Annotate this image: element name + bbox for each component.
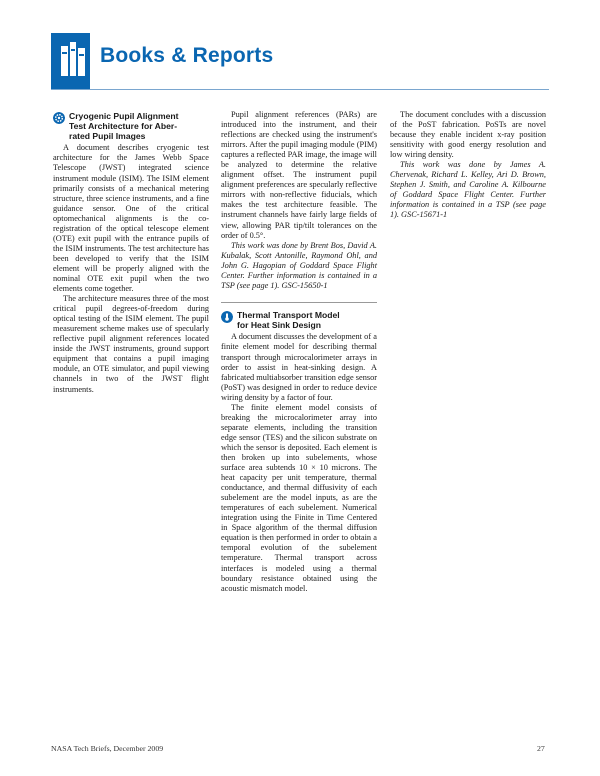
article-paragraph: The document concludes with a discussion of the PoST fabrication. PoSTs are novel because they enable incident x-ray position sensitivity with good energy resolution and low wiring density. [390,110,546,160]
books-icon [61,40,85,84]
article-title: Cryogenic Pupil Alignment Test Architecture for Aber- rated Pupil Images [53,112,209,141]
section-title: Books & Reports [100,44,274,67]
column-2 [221,110,377,594]
header-rule [51,89,549,90]
article-credit: This work was done by James A. Chervenak, Richard L. Kelley, Ari D. Brown, Stephen J. Smith, and Caroline A. Kilbourne of Goddard Space Flight Center. Further information is contained in a TSP (see page 1). GSC-15671-1 [390,160,546,220]
article-paragraph: A document describes cryogenic test architecture for the James Webb Space Telescope (JWST) integrated science instrument module (ISIM). The ISIM element primarily consists of a mechanical metering structure, three science instruments, and a fine guidance sensor. One of the critical optomechanical alignments is the co-registration of the optical telescope element (OTE) exit pupil with the entrance pupils of the ISIM instruments. The test architecture has been developed to verify that the ISIM element will be properly aligned with the nominal OTE exit pupil when the two elements come together. [53,143,209,294]
article-divider [221,302,377,303]
article-paragraph: A document discusses the development of a finite element model for describing thermal transport through microcalorimeter arrays in order to assist in heat-sinking design. A fabricated multiabsorber transition edge sensor (PoST) was designed in order to reduce device wiring density by a factor of four. [221,332,377,402]
thermometer-badge-icon [221,311,233,323]
footer-publication: NASA Tech Briefs, December 2009 [51,744,164,753]
column-1 [53,112,209,395]
article-title: Thermal Transport Model for Heat Sink Design [221,311,377,331]
article-paragraph: The architecture measures three of the most critical pupil degrees-of-freedom during optical testing of the ISIM element. The pupil measurement scheme makes use of specularly reflective pupil alignment references located inside the JWST instruments, ground support equipment that contains a pupil imaging module, an OTE simulator, and pupil viewing channels in two of the JWST flight instruments. [53,294,209,394]
article-paragraph: Pupil alignment references (PARs) are introduced into the instrument, and their reflections are checked using the instrument's mirrors. After the pupil imaging module (PIM) captures a reflected PAR image, the image will be analyzed to determine the relative alignment offset. The instrument pupil alignment preferences are specularly reflective mirrors with non-reflective fiducials, which makes the test architecture feasible. The instrument channels have fairly large fields of view, allowing PAR tip/tilt tolerances on the order of 0.5°. [221,110,377,240]
footer-page-number: 27 [537,744,545,753]
column-3 [390,110,546,221]
article-paragraph: The finite element model consists of breaking the microcalorimeter array into separate elements, including the transition edge sensor (TES) and the silicon substrate on which the sensor is deposited. Each element is then broken up into subelements, whose surface area subtends 10 × 10 microns. The heat capacity per unit temperature, thermal conductance, and thermal diffusivity of each subelement are the model inputs, as are the temperatures of each subelement. Numerical integration using the Finite in Time Centered in Space algorithm of the thermal diffusion equation is then performed in order to obtain a temporal evolution of the subelement temperature. Thermal transport across interfaces is modeled using a thermal boundary resistance obtained using the acoustic mismatch model. [221,402,377,593]
gear-badge-icon [53,112,65,124]
article-credit: This work was done by Brent Bos, David A. Kubalak, Scott Antonille, Raymond Ohl, and John G. Hagopian of Goddard Space Flight Center. Further information is contained in a TSP (see page 1). GSC-15650-1 [221,240,377,290]
